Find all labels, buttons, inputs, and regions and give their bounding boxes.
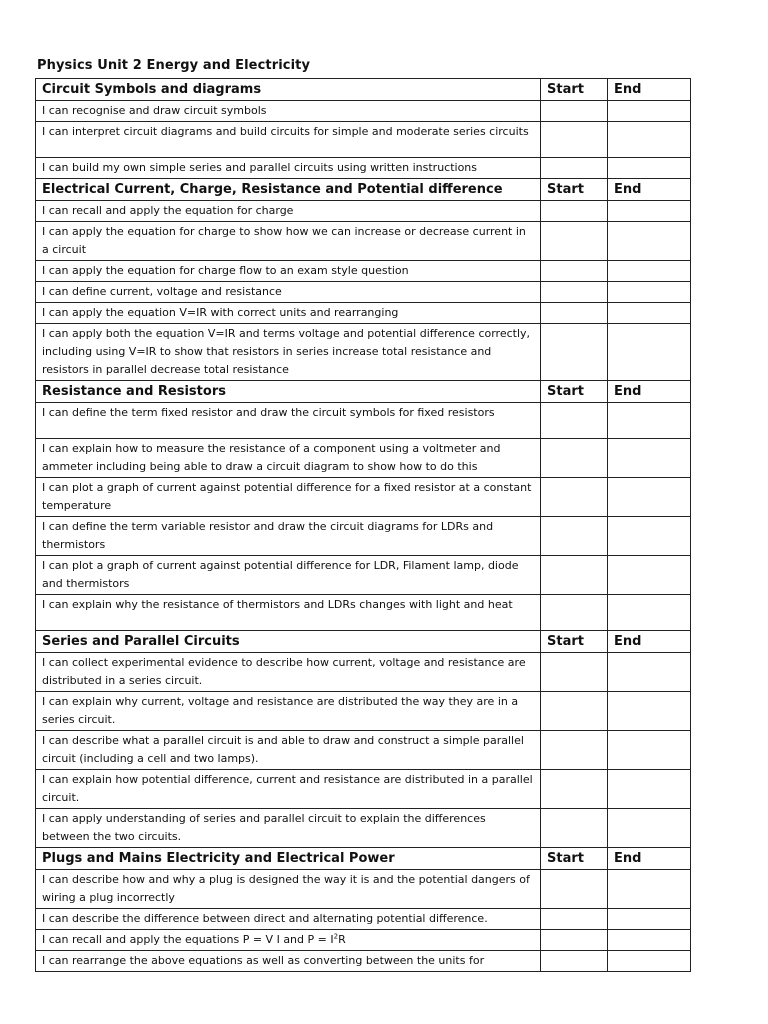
section-header-row (36, 631, 691, 653)
end-cell[interactable] (608, 930, 691, 951)
power-equation-superscript: 2 (333, 932, 339, 941)
start-column-header: Start (541, 631, 608, 653)
start-cell[interactable] (541, 692, 608, 731)
table-row (36, 324, 691, 381)
end-cell[interactable] (608, 201, 691, 222)
table-row (36, 201, 691, 222)
section-header-row (36, 179, 691, 201)
statement-cell: I can explain why current, voltage and resistance are distributed the way they are in a series circuit. (36, 692, 541, 731)
end-cell[interactable] (608, 403, 691, 439)
start-cell[interactable] (541, 101, 608, 122)
end-cell[interactable] (608, 222, 691, 261)
table-row (36, 809, 691, 848)
statement-cell: I can recall and apply the equation for charge (36, 201, 541, 222)
end-cell[interactable] (608, 770, 691, 809)
table-row (36, 770, 691, 809)
end-cell[interactable] (608, 595, 691, 631)
start-cell[interactable] (541, 809, 608, 848)
statement-cell (36, 930, 541, 951)
power-equation-suffix: R (338, 933, 346, 946)
start-cell[interactable] (541, 261, 608, 282)
statement-cell: I can describe the difference between direct and alternating potential difference. (36, 909, 541, 930)
start-cell[interactable] (541, 222, 608, 261)
start-cell[interactable] (541, 403, 608, 439)
start-column-header: Start (541, 848, 608, 870)
table-row (36, 478, 691, 517)
end-column-header: End (608, 631, 691, 653)
table-row (36, 595, 691, 631)
start-column-header: Start (541, 179, 608, 201)
section-heading: Circuit Symbols and diagrams (36, 79, 541, 101)
section-heading: Electrical Current, Charge, Resistance and Potential difference (36, 179, 541, 201)
statement-cell: I can plot a graph of current against potential difference for a fixed resistor at a constant temperature (36, 478, 541, 517)
start-column-header: Start (541, 79, 608, 101)
start-cell[interactable] (541, 951, 608, 972)
statement-cell: I can apply both the equation V=IR and terms voltage and potential difference correctly, including using V=IR to show that resistors in series increase total resistance and resistors in parallel decrease total resistance (36, 324, 541, 381)
end-cell[interactable] (608, 158, 691, 179)
statement-cell: I can apply the equation for charge to show how we can increase or decrease current in a circuit (36, 222, 541, 261)
section-heading: Series and Parallel Circuits (36, 631, 541, 653)
table-row (36, 222, 691, 261)
start-cell[interactable] (541, 158, 608, 179)
section-header-row (36, 848, 691, 870)
start-cell[interactable] (541, 122, 608, 158)
statement-cell: I can define current, voltage and resistance (36, 282, 541, 303)
start-cell[interactable] (541, 478, 608, 517)
end-cell[interactable] (608, 324, 691, 381)
statement-cell: I can recognise and draw circuit symbols (36, 101, 541, 122)
section-header-row (36, 79, 691, 101)
statement-cell: I can rearrange the above equations as well as converting between the units for (36, 951, 541, 972)
start-cell[interactable] (541, 282, 608, 303)
end-cell[interactable] (608, 870, 691, 909)
table-row (36, 303, 691, 324)
end-cell[interactable] (608, 517, 691, 556)
end-cell[interactable] (608, 303, 691, 324)
end-cell[interactable] (608, 478, 691, 517)
start-cell[interactable] (541, 930, 608, 951)
start-cell[interactable] (541, 201, 608, 222)
statement-cell: I can explain how to measure the resistance of a component using a voltmeter and ammeter including being able to draw a circuit diagram to show how to do this (36, 439, 541, 478)
table-row (36, 439, 691, 478)
statement-cell: I can explain how potential difference, current and resistance are distributed in a parallel circuit. (36, 770, 541, 809)
end-column-header: End (608, 381, 691, 403)
end-cell[interactable] (608, 282, 691, 303)
end-cell[interactable] (608, 439, 691, 478)
checklist-table (35, 78, 691, 972)
table-row (36, 282, 691, 303)
table-row (36, 261, 691, 282)
document-title: Physics Unit 2 Energy and Electricity (37, 58, 311, 73)
start-cell[interactable] (541, 731, 608, 770)
end-cell[interactable] (608, 653, 691, 692)
end-cell[interactable] (608, 731, 691, 770)
start-cell[interactable] (541, 653, 608, 692)
end-cell[interactable] (608, 101, 691, 122)
end-cell[interactable] (608, 692, 691, 731)
end-cell[interactable] (608, 261, 691, 282)
table-row (36, 158, 691, 179)
statement-cell: I can apply understanding of series and parallel circuit to explain the differences between the two circuits. (36, 809, 541, 848)
table-row (36, 403, 691, 439)
section-header-row (36, 381, 691, 403)
statement-cell: I can build my own simple series and parallel circuits using written instructions (36, 158, 541, 179)
start-cell[interactable] (541, 303, 608, 324)
end-cell[interactable] (608, 909, 691, 930)
table-row (36, 731, 691, 770)
statement-cell: I can interpret circuit diagrams and build circuits for simple and moderate series circuits (36, 122, 541, 158)
power-equation-text: I can recall and apply the equations P = V I and P = I (42, 933, 334, 946)
table-row (36, 930, 691, 951)
statement-cell: I can apply the equation V=IR with correct units and rearranging (36, 303, 541, 324)
end-column-header: End (608, 79, 691, 101)
table-row (36, 692, 691, 731)
table-row (36, 122, 691, 158)
table-row (36, 909, 691, 930)
statement-cell: I can apply the equation for charge flow to an exam style question (36, 261, 541, 282)
table-row (36, 101, 691, 122)
end-cell[interactable] (608, 809, 691, 848)
statement-cell: I can collect experimental evidence to describe how current, voltage and resistance are distributed in a series circuit. (36, 653, 541, 692)
statement-cell: I can plot a graph of current against potential difference for LDR, Filament lamp, diode and thermistors (36, 556, 541, 595)
section-heading: Plugs and Mains Electricity and Electrical Power (36, 848, 541, 870)
table-row (36, 951, 691, 972)
start-cell[interactable] (541, 595, 608, 631)
end-column-header: End (608, 179, 691, 201)
table-row (36, 870, 691, 909)
start-cell[interactable] (541, 517, 608, 556)
start-column-header: Start (541, 381, 608, 403)
start-cell[interactable] (541, 324, 608, 381)
end-column-header: End (608, 848, 691, 870)
statement-cell: I can describe what a parallel circuit is and able to draw and construct a simple parallel circuit (including a cell and two lamps). (36, 731, 541, 770)
start-cell[interactable] (541, 909, 608, 930)
end-cell[interactable] (608, 556, 691, 595)
start-cell[interactable] (541, 439, 608, 478)
end-cell[interactable] (608, 951, 691, 972)
end-cell[interactable] (608, 122, 691, 158)
statement-cell: I can define the term variable resistor and draw the circuit diagrams for LDRs and thermistors (36, 517, 541, 556)
table-row (36, 653, 691, 692)
statement-cell: I can describe how and why a plug is designed the way it is and the potential dangers of wiring a plug incorrectly (36, 870, 541, 909)
table-row (36, 517, 691, 556)
start-cell[interactable] (541, 870, 608, 909)
start-cell[interactable] (541, 556, 608, 595)
statement-cell: I can explain why the resistance of thermistors and LDRs changes with light and heat (36, 595, 541, 631)
section-heading: Resistance and Resistors (36, 381, 541, 403)
statement-cell: I can define the term fixed resistor and draw the circuit symbols for fixed resistors (36, 403, 541, 439)
start-cell[interactable] (541, 770, 608, 809)
table-row (36, 556, 691, 595)
